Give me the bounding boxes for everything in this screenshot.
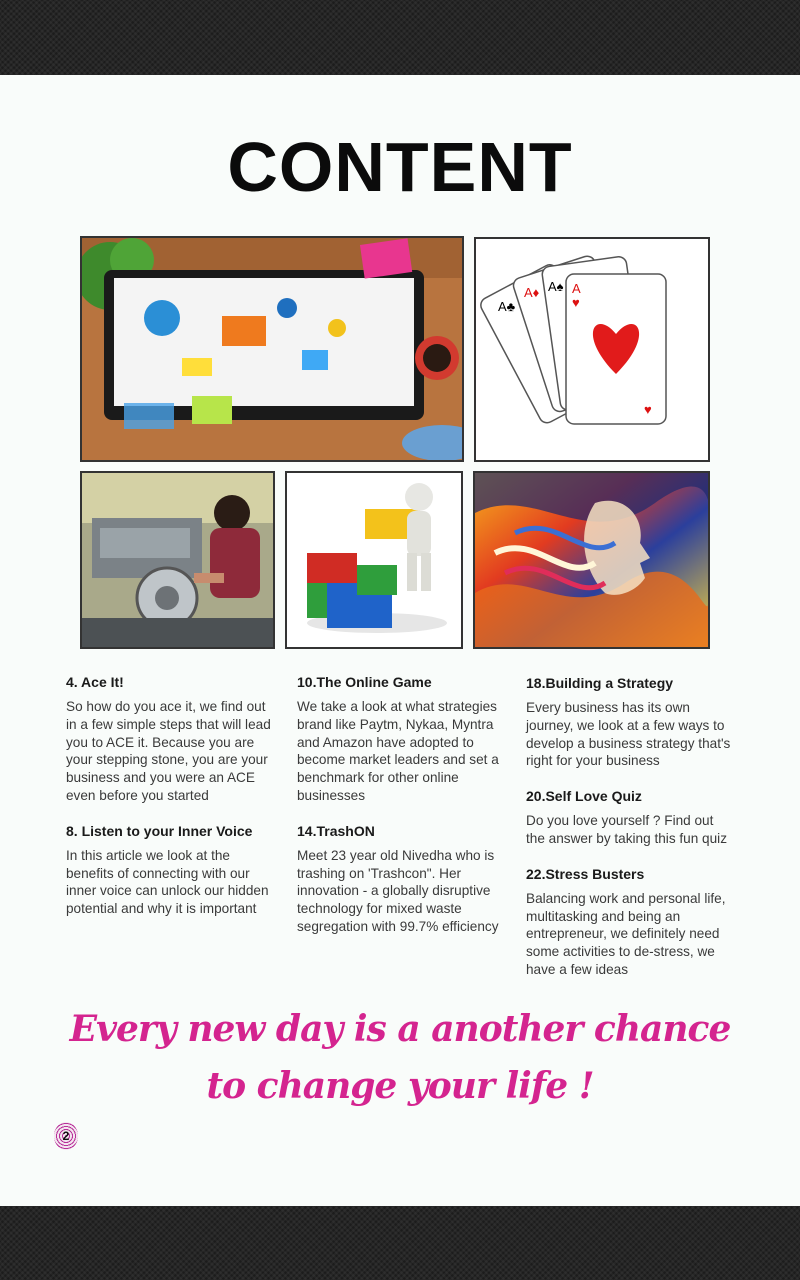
svg-text:A♦: A♦	[524, 285, 540, 300]
toc-entry-description: In this article we look at the benefits of connecting with our inner voice can unlock our hidden potential and why it is important	[66, 847, 269, 917]
desk-digital-marketing-image	[80, 236, 464, 462]
toc-entry[interactable]	[526, 866, 736, 979]
toc-entry[interactable]	[66, 823, 271, 918]
toc-column-2	[297, 674, 507, 954]
toc-entry-description: Meet 23 year old Nivedha who is trashing on 'Trashcon". Her innovation - a globally disruptive technology for mixed waste segregation with 99.7% efficiency	[297, 847, 499, 934]
toc-entry-title[interactable]: 10.The Online Game	[297, 674, 432, 690]
woman-machine-image	[80, 471, 275, 649]
playing-cards-aces-image	[474, 237, 710, 462]
toc-entry-title[interactable]: 4. Ace It!	[66, 674, 124, 690]
toc-entry-title[interactable]: 22.Stress Busters	[526, 865, 645, 882]
svg-text:A♠: A♠	[548, 279, 564, 294]
toc-entry-title[interactable]: 20.Self Love Quiz	[526, 788, 642, 805]
toc-entry[interactable]	[526, 788, 736, 848]
toc-entry-description: Do you love yourself ? Find out the answer by taking this fun quiz	[526, 813, 727, 846]
toc-column-1	[66, 674, 271, 936]
lego-blocks-image	[285, 471, 463, 649]
toc-entry[interactable]	[297, 823, 507, 936]
svg-text:♥: ♥	[572, 295, 580, 310]
toc-entry-description: Every business has its own journey, we look at a few ways to develop a business strategy that's right for your business	[526, 700, 731, 769]
toc-entry-title[interactable]: 18.Building a Strategy	[526, 675, 674, 691]
toc-column-3	[526, 675, 736, 997]
abstract-mind-image	[473, 471, 710, 649]
svg-text:♥: ♥	[644, 402, 652, 417]
svg-text:A♣: A♣	[498, 299, 516, 314]
toc-entry-description: We take a look at what strategies brand like Paytm, Nykaa, Myntra and Amazon have adopted to become market leaders and set a benchmark for other online businesses	[297, 699, 499, 803]
toc-entry-description: Balancing work and personal life, multitasking and being an entrepreneur, we definitely need some activities to de-stress, we have a few ideas	[526, 890, 726, 977]
toc-entry[interactable]	[297, 674, 507, 805]
magazine-page	[0, 75, 800, 1206]
page-number: 2	[62, 1129, 70, 1143]
bottom-navigation-bar	[0, 1206, 800, 1280]
toc-entry-title[interactable]: 14.TrashON	[297, 822, 375, 839]
top-status-bar	[0, 0, 800, 75]
toc-entry[interactable]	[66, 674, 271, 805]
quote-line-1: Every new day is a another chance	[69, 1008, 731, 1050]
toc-entry[interactable]	[526, 675, 736, 770]
toc-entry-description: So how do you ace it, we find out in a few simple steps that will lead you to ACE it. Because you are your stepping stone, you are your business and you were an ACE even before you started	[66, 699, 271, 803]
svg-text:A: A	[572, 281, 581, 296]
toc-entry-title[interactable]: 8. Listen to your Inner Voice	[66, 822, 253, 839]
quote-line-2: to change your life !	[206, 1065, 594, 1107]
page-number-fingerprint-badge	[54, 1122, 78, 1150]
page-title: CONTENT	[227, 128, 573, 206]
